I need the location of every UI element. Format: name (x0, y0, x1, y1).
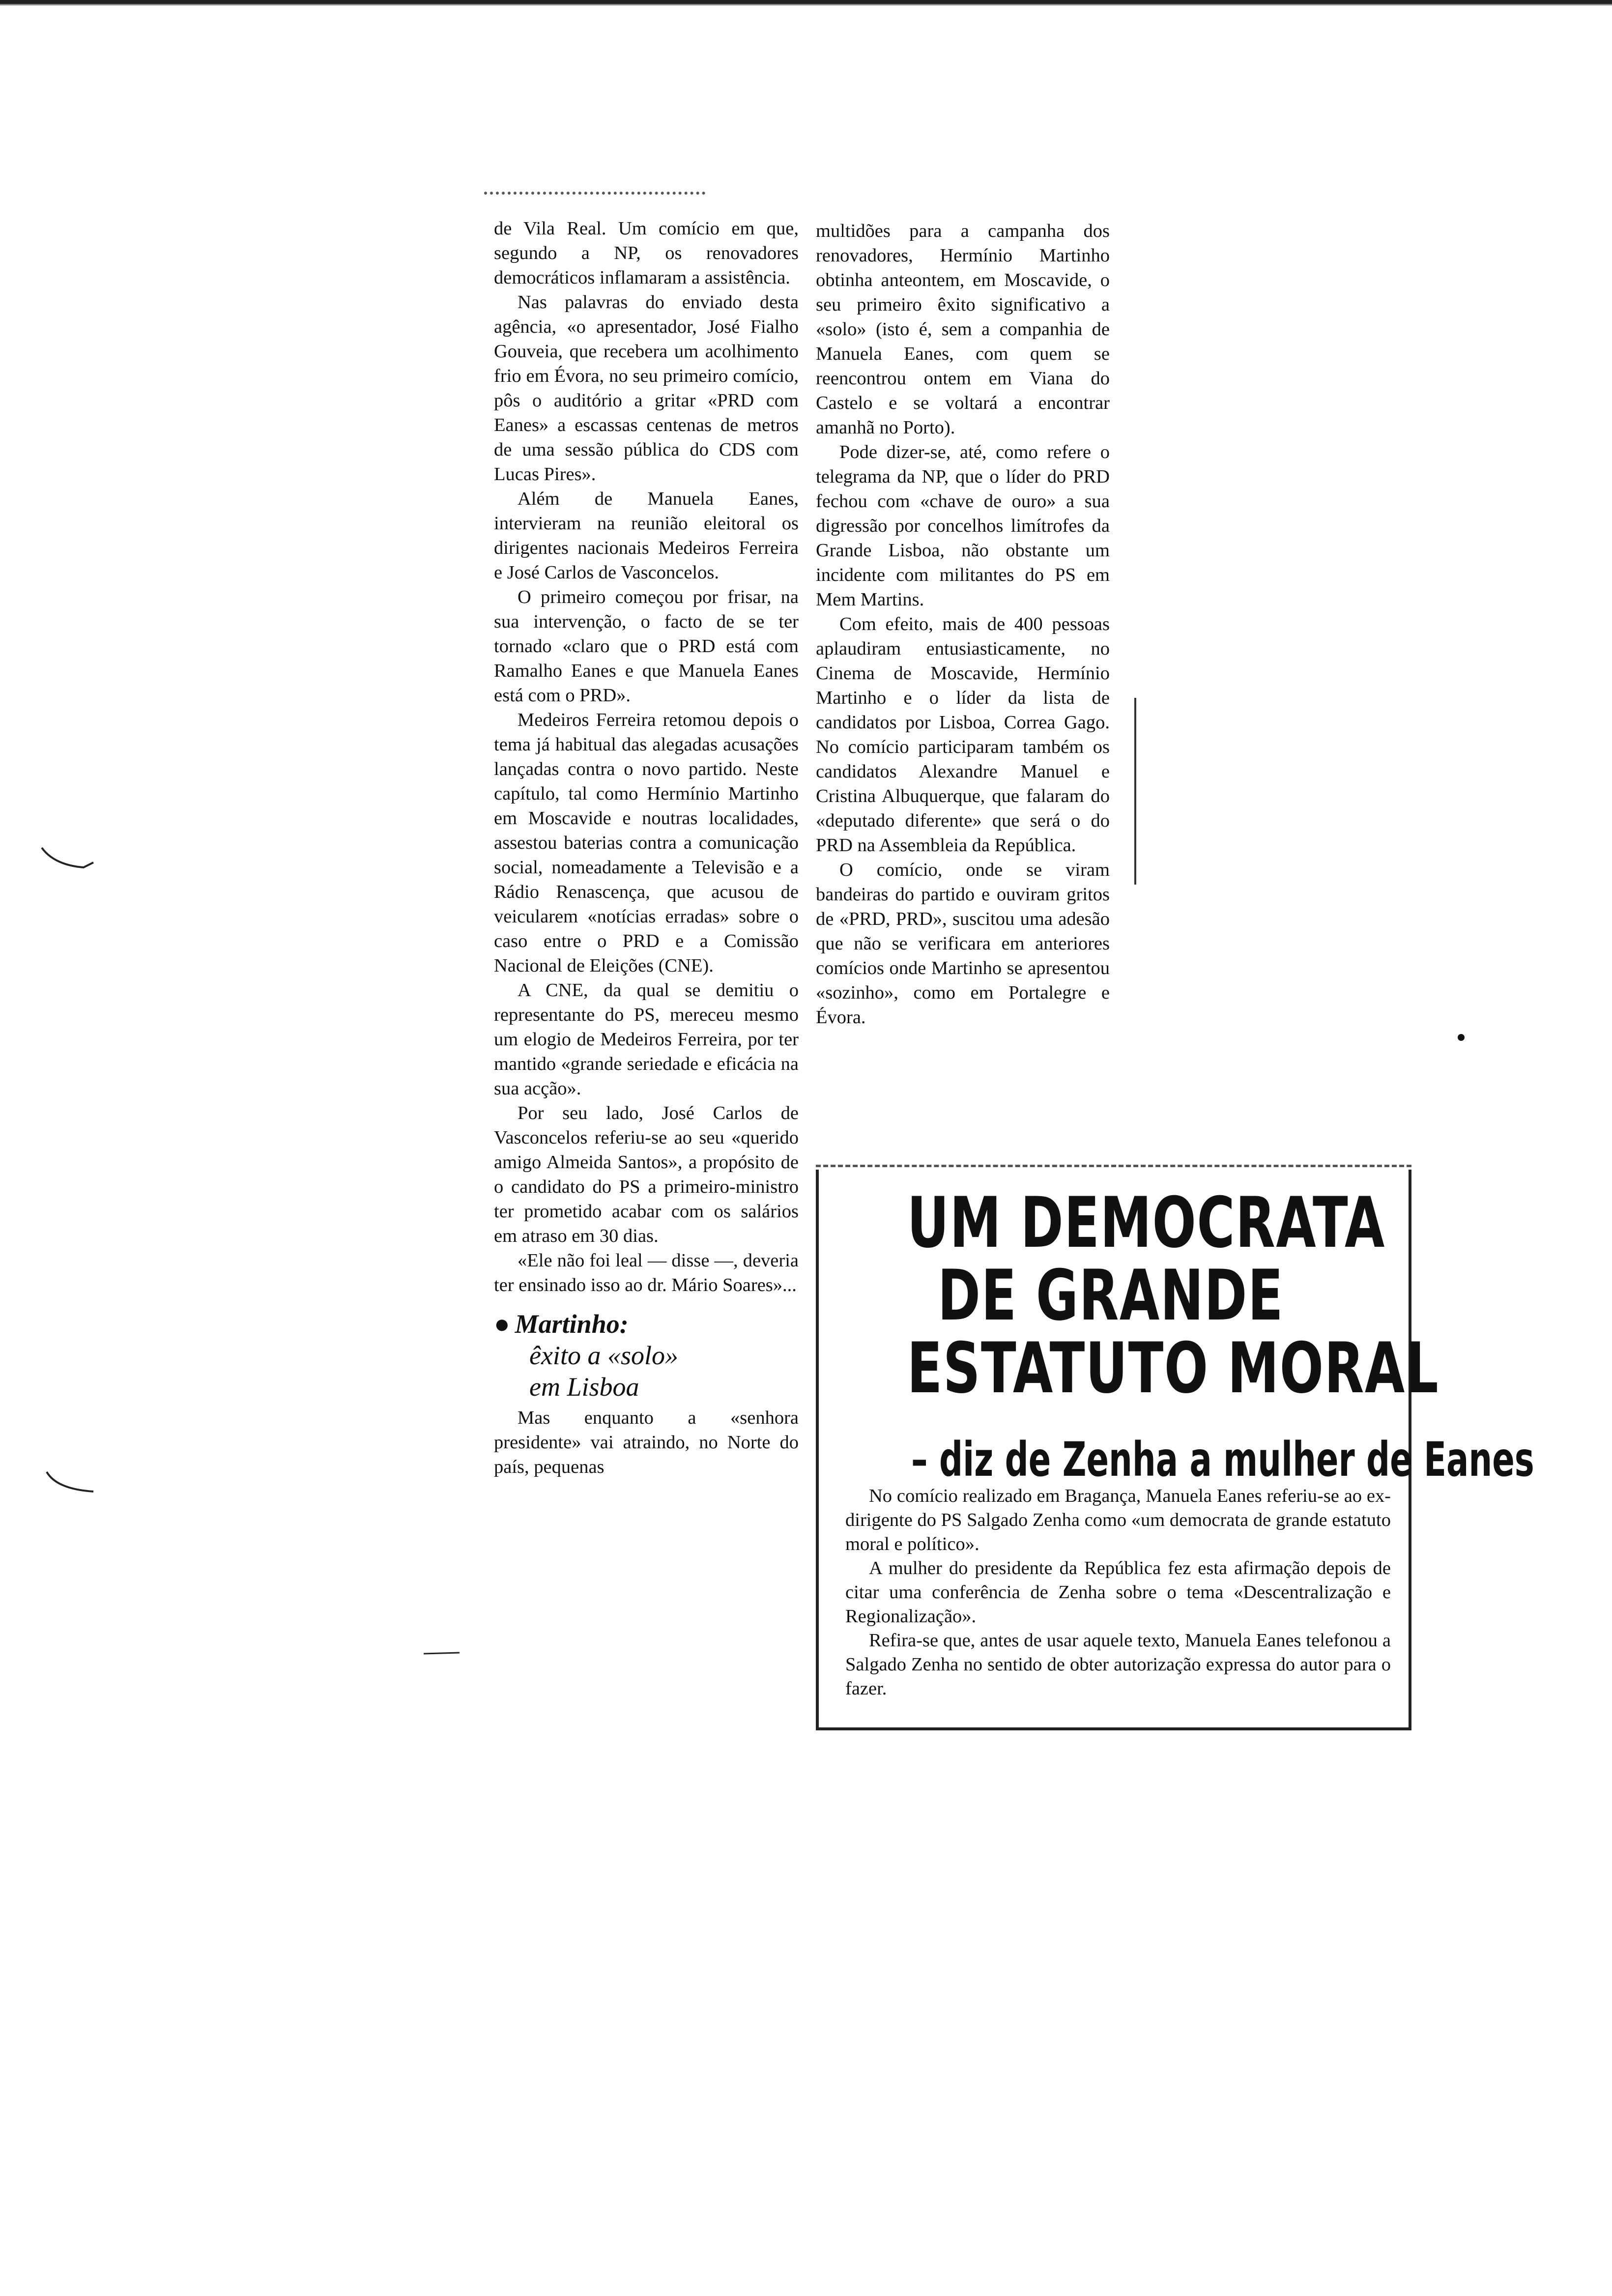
headline-line: DE GRANDE (937, 1255, 1284, 1336)
paragraph: Pode dizer-se, até, como refere o telegrama da NP, que o líder do PRD fechou com «chave de ouro» a sua digressão por concelhos limítrofes da Grande Lisboa, não obstante um incidente com militantes do PS em Mem Martins. (816, 442, 1110, 610)
scan-top-rule (0, 4, 1612, 5)
paragraph: Nas palavras do enviado desta agência, «o apresentador, José Fialho Gouveia, que recebera um acolhimento frio em Évora, no seu primeiro comício, pôs o auditório a gritar «PRD com Eanes» a escassas centenas de metros de uma sessão pública do CDS com Lucas Pires». (494, 292, 799, 485)
headline-line: ESTATUTO MORAL (907, 1328, 1439, 1409)
paragraph: O comício, onde se viram bandeiras do partido e ouviram gritos de «PRD, PRD», suscitou uma adesão que não se verificara em anteriores comícios onde Martinho se apresentou «sozinho», como em Portalegre e Évora. (816, 860, 1110, 1028)
paragraph: Medeiros Ferreira retomou depois o tema já habitual das alegadas acusações lançadas contra o novo partido. Neste capítulo, tal como Hermínio Martinho em Moscavide e noutras localidades, assestou baterias contra a comunicação social, nomeadamente a Televisão e a Rádio Renascença, que acusou de veicularem «notícias erradas» sobre o caso entre o PRD e a Comissão Nacional de Eleições (CNE). (494, 710, 799, 976)
scan-top-border (0, 0, 1612, 4)
paragraph: A CNE, da qual se demitiu o representante do PS, mereceu mesmo um elogio de Medeiros Ferreira, por ter mantido «grande seriedade e eficácia na sua acção». (494, 980, 799, 1099)
box-body (845, 1484, 1391, 1701)
paragraph: Com efeito, mais de 400 pessoas aplaudiram entusiasticamente, no Cinema de Moscavide, Hermínio Martinho e o líder da lista de candidatos por Lisboa, Correa Gago. No comício participaram também os candidatos Alexandre Manuel e Cristina Albuquerque, que falaram do «deputado diferente» que será o do PRD na Assembleia da República. (816, 614, 1110, 856)
paragraph: «Ele não foi leal — disse —, deveria ter ensinado isso ao dr. Mário Soares»... (494, 1250, 799, 1295)
paragraph: de Vila Real. Um comício em que, segundo a NP, os renovadores democráticos inflamaram a assistência. (494, 218, 799, 288)
scan-mark (44, 1469, 103, 1499)
article-column-2 (816, 219, 1110, 1030)
subheading-line: em Lisboa (529, 1372, 639, 1402)
paragraph: O primeiro começou por frisar, na sua intervenção, o facto de se ter tornado «claro que o PRD está com Ramalho Eanes e que Manuela Eanes está com o PRD». (494, 587, 799, 706)
bullet-icon: ● (494, 1309, 510, 1339)
column-rule (1134, 698, 1136, 885)
box-top-border (816, 1165, 1411, 1167)
paragraph: Mas enquanto a «senhora presidente» vai atraindo, no Norte do país, pequenas (494, 1407, 799, 1477)
box-subheadline: – diz de Zenha a mulher de Eanes (911, 1432, 1534, 1487)
section-subheading (494, 1308, 799, 1403)
headline-line: UM DEMOCRATA (907, 1182, 1385, 1263)
subheading-line: êxito a «solo» (529, 1341, 678, 1370)
article-column-1 (494, 216, 799, 1479)
subheading-line: Martinho: (515, 1309, 629, 1339)
clipping-cut-line (484, 192, 705, 195)
paragraph: Além de Manuela Eanes, intervieram na reunião eleitoral os dirigentes nacionais Medeiros Ferreira e José Carlos de Vasconcelos. (494, 488, 799, 583)
paragraph: Por seu lado, José Carlos de Vasconcelos referiu-se ao seu «querido amigo Almeida Santos», a propósito de o candidato do PS a primeiro-ministro ter prometido acabar com os salários em atraso em 30 dias. (494, 1103, 799, 1246)
scan-mark (39, 845, 98, 875)
paragraph: multidões para a campanha dos renovadores, Hermínio Martinho obtinha anteontem, em Moscavide, o seu primeiro êxito significativo a «solo» (isto é, sem a companhia de Manuela Eanes, com quem se reencontrou ontem em Viana do Castelo e se voltará a encontrar amanhã no Porto). (816, 221, 1110, 438)
paragraph: Refira-se que, antes de usar aquele texto, Manuela Eanes telefonou a Salgado Zenha no sentido de obter autorização expressa do autor para o fazer. (845, 1630, 1391, 1699)
paragraph: A mulher do presidente da República fez esta afirmação depois de citar uma conferência de Zenha sobre o tema «Descentralização e Regionalização». (845, 1558, 1391, 1627)
scan-dot (1458, 1034, 1465, 1041)
scan-mark (423, 1649, 462, 1659)
paragraph: No comício realizado em Bragança, Manuela Eanes referiu-se ao ex-dirigente do PS Salgado Zenha como «um democrata de grande estatuto moral e político». (845, 1486, 1391, 1554)
box-headline (907, 1182, 1439, 1409)
